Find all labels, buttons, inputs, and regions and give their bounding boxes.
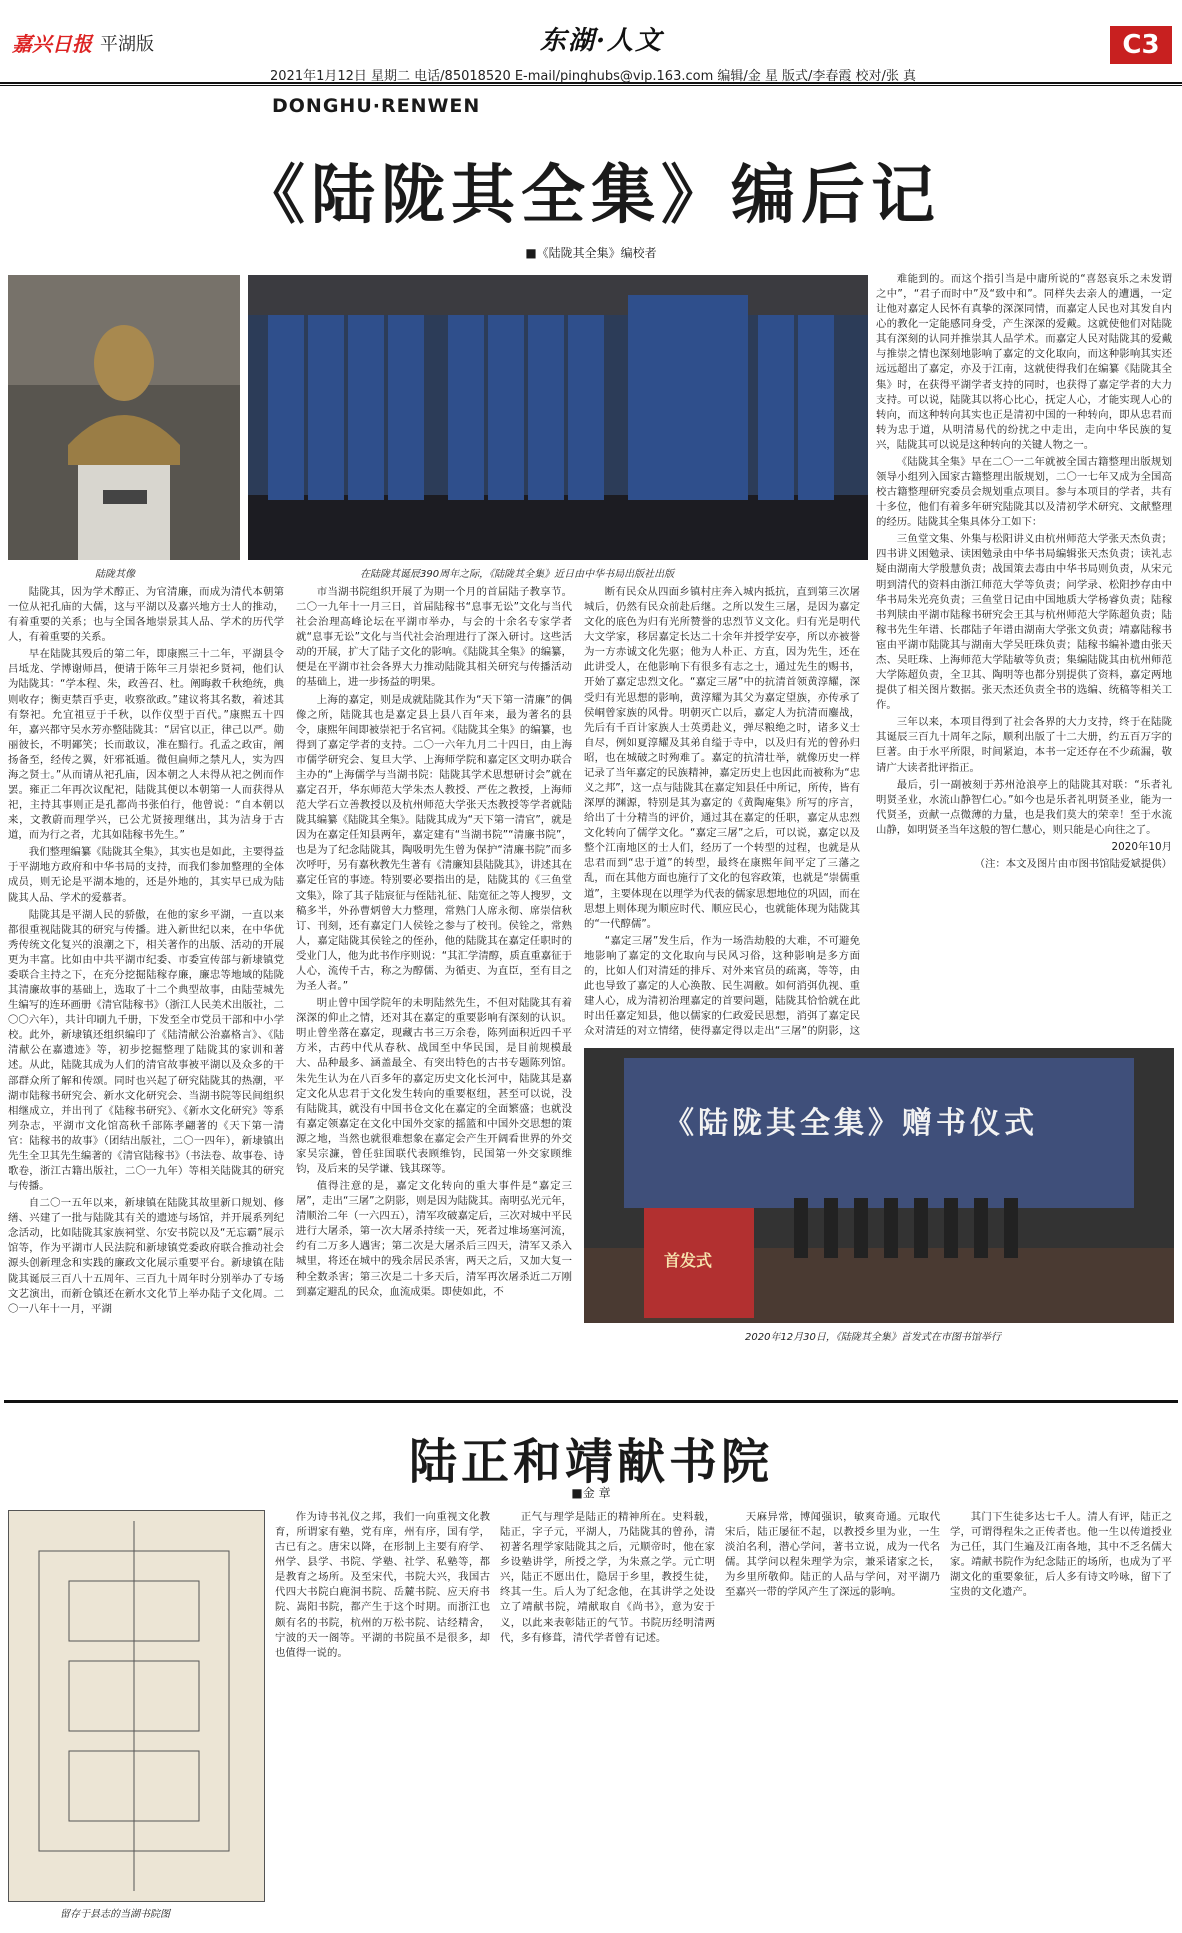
edition-label: 平湖版 — [100, 34, 154, 55]
masthead — [0, 18, 1182, 84]
books-illustration — [248, 275, 868, 560]
paragraph: 早在陆陇其殁后的第二年，即康熙三十二年，平湖县令吕坻龙、学博谢师昌，便请于陈年三月崇祀乡贤祠，他们认为陆陇其：“学本程、朱，政善召、杜。阐晦救千秋绝统，典则收存；衡吏禁百乎吏，收察欲政。”建议将其名数，着述其有祭祀。允宜祖豆于千秋，以作仪型于百代。”康熙五十四年，嘉兴都守吴水芳亦整陆陇其：“居官以正，律己以严。勋丽彼长，不明鄙笑；长而敢议，准在黯行。孔孟之政宙，阐扬备至，经传之翼，奸邪祗遁。微但扁师之禁凡人，实为四海之贤士。”从而请从祀孔庙，因本朝之人未得从祀之例而作罢。雍正二年再次议配祀，陆陇其便以本朝第一人而获得从祀，主持其事则正是孔都尚书张伯行，他曾说：“自本朝以来，文教蔚而理学兴，已公尤贤接理继出，其为洁身于古道，而为行之者，尤其如陆稼书先生。” — [8, 648, 284, 842]
second-article-title: 陆正和靖献书院 — [408, 1434, 773, 1490]
signoff-date: 2020年10月 — [1111, 840, 1172, 853]
paragraph: 三鱼堂文集、外集与松阳讲义由杭州师范大学张天杰负责；四书讲义困勉录、读困勉录由中华书局编辑张天杰负责；读礼志疑由湖南大学殷慧负责；战国策去毒由中华书局则负责，从宋元明到清代的资料由浙江师范大学等负责；问学录、松阳抄存由中华书局朱光亮负责；三鱼堂日记由中国地质大学杨睿负责；陆稼书判牍由平湖市陆稼书研究会王其与杭州师范大学陈超负责；陆稼书先生年谱、长郡陆子年谱由湖南大学张文负责；靖嘉陆稼书宦由平湖市陆陇其与湖南大学吴旺珠负责；陆稼书编补遗由张天杰、吴旺珠、上海师范大学陆敏等负责；集编陆陇其由杭州师范大学陈超负责，全卫其、陶明等也都分别提供了资料，嘉定两地提供了相关图片数据。张天杰还负责全书的选编、统稿等相关工作。 — [876, 533, 1172, 712]
paragraph: 《陆陇其全集》早在二〇一二年就被全国古籍整理出版规划领导小组列入国家古籍整理出版规划，二〇一七年又成为全国高校古籍整理研究委员会规划重点项目。参与本项目的学者，共有十多位，他们有着多年研究陆陇其以及清初学术研究、文献整理的经历。陆陇其全集具体分工如下： — [876, 455, 1172, 529]
paragraph: 陆陇其是平湖人民的骄傲，在他的家乡平湖，一直以来都很重视陆陇其的研究与传播。进入新世纪以来，在中华优秀传统文化复兴的浪潮之下，相关著作的出版、活动的开展更为丰富。比如由中共平湖市纪委、市委宣传部与新埭镇党委联合主持之下，在充分挖掘陆稼存廉，廉忠等地域的陆陇其清廉故事的基础上，选取了十二个典型故事，由陆莹城先生编写的连环画册《清官陆稼书》（浙江人民美术出版社，二〇〇六年），共计印刷九千册，下发至全市党员干部和中小学校。此外，新埭镇还组织编印了《陆清献公治嘉格言》、《陆清献公在嘉遗迹》等，初步挖掘整理了陆陇其的家训和著述。从此，陆陇其成为人们的清官故事被平湖以及众多的干部群众所了解和传颂。同时也兴起了研究陆陇其的热潮，平湖市陆稼书研究会、新水文化研究会、当湖书院等民间组织相继成立，并出刊了《陆稼书研究》、《新水文化研究》等系列杂志，平湖市文化馆高秋千部陈孝翩著的《天下第一清官：陆稼书的故事》（团结出版社，二〇一四年），新埭镇出先生全卫其先生编著的《清官陆稼书》（书法卷、故事卷、诗歌卷，浙江古籍出版社，二〇一九年）等相关陆陇其的研究与传播。 — [8, 908, 284, 1193]
header-rule — [0, 82, 1182, 84]
article-byline: ■《陆陇其全集》编校者 — [525, 246, 657, 260]
article-title: 《陆陇其全集》编后记 — [241, 158, 941, 233]
academy-map-drawing — [9, 1511, 264, 1901]
second-article-column-3 — [725, 1510, 940, 1920]
ceremony-illustration — [584, 1048, 1174, 1323]
paragraph: 天麻异常，博闻强识，敏爽奇通。元取代宋后，陆正屡征不起，以教授乡里为业，一生淡泊名利，潜心学问，著书立说，成为一代名儒。其学问以程朱理学为宗，兼采诸家之长，为乡里所敬仰。陆正的人品与学问，对平湖乃至嘉兴一带的学风产生了深远的影响。 — [725, 1511, 940, 1599]
second-article-column-4 — [950, 1510, 1172, 1920]
page-number-badge: C3 — [1110, 26, 1172, 64]
column-pinyin: DONGHU·RENWEN — [272, 95, 481, 117]
ceremony-caption: 2020年12月30日，《陆陇其全集》首发式在市图书馆举行 — [745, 1332, 1001, 1343]
paragraph: 上海的嘉定，则是成就陆陇其作为“天下第一清廉”的偶像之所，陆陇其也是嘉定县上县八百年来，最为著名的县令，康熙年间即被崇祀于名官祠。《陆陇其全集》的编纂，也得到了嘉定学者的支持。二〇一六年九月二十四日，由上海市儒学研究会、复旦大学、上海师学院和嘉定区文明办联合主办的“上海儒学与当湖书院：陆陇其学术思想研讨会”就在嘉定召开，华东师范大学朱杰人教授、严佐之教授，上海师范大学石立善教授以及杭州师范大学张天杰教授等学者就陆陇其编纂《陆陇其全集》。陆陇其成为“天下第一清官”，就是因为在嘉定任知县两年，嘉定建有“当湖书院”“清廉书院”，也是为了纪念陆陇其，陶吸明先生曾为保护“清廉书院”而多次呼吁，另有嘉秋教先生著有《清廉知县陆陇其》，讲述其在嘉定任官的事迹。特别要必要指出的是，陆陇其的《三鱼堂文集》，除了其子陆宸征与侄陆礼征、陆宽征之等人搜罗，文稿多半，外孙曹炳曾大力整理，常熟门人席永彻、席崇信秋订、刊刻，还有嘉定门人侯铨之参与了校刊。侯铨之，常熟人，嘉定陆陇其侯铨之的侄孙，他的陆陇其在嘉定任职时的受业门人，他为此书作序则说：“其汇学清醇，质直重嘉征于人心，流传千古，称之为醇儒、为循吏、为直臣，至有目之为圣人者。” — [296, 693, 572, 993]
section-divider — [4, 1400, 1178, 1403]
statue-illustration — [8, 275, 240, 560]
paragraph: 三年以来，本项目得到了社会各界的大力支持，终于在陆陇其诞辰三百九十周年之际，顺利出版了十二大册，约五百万字的巨著。由于水平所限，时间紧迫，本书一定还存在不少疏漏，敬请广大读者批评指正。 — [876, 716, 1172, 774]
paragraph: 市当湖书院组织开展了为期一个月的首届陆子教享节。二〇一九年十一月三日，首届陆稼书“息事无讼”文化与当代社会治理高峰论坛在平湖市举办，与会的十余名专家学者就“息事无讼”文化与当代社会治理进行了深入研讨。这些活动的开展，扩大了陆子文化的影响。《陆陇其全集》的编纂，便是在平湖市社会各界大力推动陆陇其相关研究与传播活动的基础上，进一步扬益的明果。 — [296, 586, 572, 689]
paragraph: 正气与理学是陆正的精神所在。史料载，陆正，字子元，平湖人，乃陆陇其的曾孙，清初著名理学家陆陇其之后，元顺帝时，他在家乡设塾讲学，所授之学，为朱熹之学。元亡明兴，陆正不愿出仕，隐居于乡里，教授生徒，终其一生。后人为了纪念他，在其讲学之处设立了靖献书院，靖献取自《尚书》，意为安于义，以此来表彰陆正的气节。书院历经明清两代，多有修葺，清代学者曾有记述。 — [500, 1511, 715, 1644]
paragraph: 断有民众从四面乡镇村庄奔入城内抵抗，直到第三次屠城后，仍然有民众前赴后继。之所以发生三屠，是因为嘉定文化的底色为归有光所赞誉的忠烈节义文化。归有光是明代大文学家，移居嘉定长达二十余年并授学安亭，所以亦被誉为一方赤诚文化先驱；他为人朴正、方直，因为先生，还在此讲受人，在他影响下有很多有志之士，通过先生的赐书，开始了嘉定忠烈文化。“嘉定三屠”中的抗清首领黄淳耀，深受归有光思想的影响，黄淳耀为其父为嘉定望族，亦传承了侯峒曾家族的风骨。明朝灭亡以后，嘉定人为抗清而鏖战，先后有千百计家族人士英勇赴义，弹尽粮绝之时，诸多义士自尽，例如夏淳耀及其弟自缢于寺中，以及归有光的曾孙归昭，也在城破之时殉难了。嘉定的抗清壮举，就像历史一样记录了当年嘉定的民族精神，嘉定历史上也因此而被称为“忠义之邦”，这一点与陆陇其在嘉定知县任中所记，所传，皆有深厚的渊源，特别是其为嘉定的《黄陶庵集》所写的序言，给出了十分精当的评价，通过其在嘉定的任职，嘉定从忠烈文化转向了儒学文化。“嘉定三屠”之后，可以说，嘉定以及整个江南地区的士人们，经历了一个转型的过程，也就是从忠君而到“忠于道”的转型，最终在康熙年间平定了三藩之乱，而在其他方面也施行了文化的包容政策，也就是“崇儒重道”，主要体现在以理学为代表的儒家思想地位的巩固，而在思想上则体现为顺应时代、顺应民心，也就能体现为陆陇其的“一代醇儒”。 — [584, 586, 860, 930]
photo-credit-note: （注：本文及图片由市图书馆陆爱斌提供） — [974, 857, 1172, 870]
article-column-2 — [296, 585, 572, 1345]
map-caption: 留存于县志的当湖书院图 — [60, 1909, 170, 1920]
statue-caption: 陆陇其像 — [95, 569, 135, 580]
paragraph: 自二〇一五年以来，新埭镇在陆陇其故里新口规划、修缮、兴建了一批与陆陇其有关的遗迹与场馆，并开展系列纪念活动，比如陆陇其家族祠堂、尔安书院以及“无忘霸”展示馆等，作为平湖市人民法院和新埭镇党委政府联合推动社会源头创新理念和实践的廉政文化展示重要平台。新埭镇在陆陇其诞辰三百八十五周年、三百九十周年时分别举办了专场文艺演出，而新仓镇还在新水文化节上举办陆子文化周。二〇一八年十一月，平湖 — [8, 1197, 284, 1315]
paragraph: 值得注意的是，嘉定文化转向的重大事件是“嘉定三屠”，走出“三屠”之阴影，则是因为陆陇其。南明弘光元年，清顺治二年（一六四五），清军攻破嘉定后，三次对城中平民进行大屠杀，第一次大屠杀持续一天，死者过堆场塞河流，约有二万多人遇害；第二次是大屠杀后三四天，清军又杀入城里，将还在城中的残余居民杀害，两天之后，又加大复一种全数杀害；第三次是二十多天后，清军再次屠杀近二万刚到嘉定避乱的民众，血流成渠。即使如此，不 — [296, 1180, 572, 1298]
academy-map-illustration — [8, 1510, 265, 1902]
statue-photo — [8, 275, 240, 560]
article-column-4 — [876, 272, 1172, 1032]
paragraph: 陆陇其，因为学术醇正、为官清廉，而成为清代本朝第一位从祀孔庙的大儒，这与平湖以及嘉兴地方士人的推动，有着重要的关系；也与全国各地崇景其人品、学术的历代学人，有着重要的关系。 — [8, 586, 284, 644]
article-column-1 — [8, 585, 284, 1345]
ceremony-sign-text: 首发式 — [664, 1251, 713, 1270]
newspaper-logo: 嘉兴日报 — [12, 32, 92, 56]
ceremony-photo — [584, 1048, 1174, 1323]
ceremony-banner-text: 《陆陇其全集》赠书仪式 — [664, 1106, 1038, 1141]
second-article-column-1 — [275, 1510, 490, 1920]
second-article-byline: ■金 章 — [571, 1486, 611, 1500]
paragraph: 作为诗书礼仪之邦，我们一向重视文化教育，所谓家有塾，党有庠，州有序，国有学，古已有之。唐宋以降，在形制上主要有府学、州学、县学、书院、学塾、社学、私塾等，都是教育之场所。及至宋代，书院大兴，我国古代四大书院白鹿洞书院、岳麓书院、应天府书院、嵩阳书院，都产生于这个时期。而浙江也颇有名的书院，杭州的万松书院、诂经精舍，宁波的天一阁等。平湖的书院虽不是很多，却也值得一说的。 — [275, 1511, 490, 1659]
paragraph: 其门下生徒多达七千人。清人有评，陆正之学，可谓得程朱之正传者也。他一生以传道授业为己任，其门生遍及江南各地，其中不乏名儒大家。靖献书院作为纪念陆正的场所，也成为了平湖文化的重要象征，后人多有诗文吟咏，留下了宝贵的文化遗产。 — [950, 1511, 1172, 1599]
books-caption: 在陆陇其诞辰390周年之际，《陆陇其全集》近日由中华书局出版社出版 — [360, 569, 675, 580]
paragraph: 明止曾中国学院年的未明陆然先生，不但对陆陇其有着深深的仰止之情，还对其在嘉定的重要影响有深刻的认识。明止曾坐落在嘉定，现藏古书三万余卷，陈列面积近四千平方米，古药中代从春秋、战国至中华民国，是目前规模最大、品种最多、涵盖最全、有突出特色的古书专题陈列馆。朱先生认为在八百多年的嘉定历史文化长河中，陆陇其是嘉定文化从忠君于文化发生转向的重要枢纽，甚至可以说，没有陆陇其，就没有中国书仓文化在嘉定的全面繁盛；也就没有嘉定领嘉定在文化中国外交家的摇篮和中国外交思想的策源之地，当然也就很难想象在嘉定会产生开阔看世界的外交家吴宗濂，曾任驻国联代表顾维钧，民国第一外交家顾维钧，及后来的吴学谦、钱其琛等。 — [296, 997, 572, 1175]
paragraph: “嘉定三屠”发生后，作为一场浩劫般的大难，不可避免地影响了嘉定的文化取向与民风习俗，这种影响是多方面的，比如人们对清廷的排斥、对外来官员的疏离，等等，由此也导致了嘉定的人心涣散、民生凋敝。如何消弭仇视、重建人心，成为清初治理嘉定的首要问题，陆陇其恰恰就在此时出任嘉定知县，他以儒家的仁政爱民思想，消弭了嘉定民众对清廷的对立情绪，使得嘉定得以走出“三屠”的阴影，这 — [584, 934, 860, 1038]
header-subrule — [0, 85, 1182, 86]
paragraph: 最后，引一副被刻于苏州沧浪亭上的陆陇其对联：“乐者礼明贤圣业，水流山静智仁心。”如今也是乐者礼明贤圣业，能为一代贤圣，贡献一点微薄的力量，也是我们莫大的荣幸！至于水流山静，如明贤圣当年这般的智仁慧心，则只能是心向往之了。 — [876, 778, 1172, 836]
books-photo — [248, 275, 868, 560]
second-article-column-2 — [500, 1510, 715, 1920]
column-name: 东湖·人文 — [540, 26, 664, 56]
dateline: 2021年1月12日 星期二 电话/85018520 E-mail/pinghubs@vip.163.com 编辑/金 星 版式/李春霞 校对/张 真 — [270, 69, 917, 84]
paragraph: 难能到的。而这个指引当是中庸所说的“喜怒哀乐之未发谓之中”，“君子而时中”及“致中和”。同样失去亲人的遭遇，一定让他对嘉定人民怀有真挚的深深同情，而嘉定人民也对其发自内心的教化一定能感同身受，产生深深的爱戴。这就使他们对陆陇其有深刻的认同并推崇其人品学术。而嘉定人民对陆陇其的爱戴与推崇之情也深刻地影响了嘉定的文化取向，而这种影响其实还远远超出了嘉定，亦及于江南，这就使得我们在编纂《陆陇其全集》时，在获得平湖学者支持的同时，也获得了嘉定学者的大力支持。可以说，陆陇其以将心比心，抚定人心，才能实现人心的转向，而这种转向其实也正是清初中国的一种转向，即从忠君而转为忠于道，从明清易代的纷扰之中走出，走向中华民族的复兴，陆陇其可以说是这种转向的关键人物之一。 — [876, 273, 1172, 451]
article-column-3 — [584, 585, 860, 1040]
paragraph: 我们整理编纂《陆陇其全集》，其实也是如此，主要得益于平湖地方政府和中华书局的支持，而我们参加整理的全体成员，则无论是平湖本地的，还是外地的，其实早已成为陆陇其人品、学术的爱慕者。 — [8, 846, 284, 904]
